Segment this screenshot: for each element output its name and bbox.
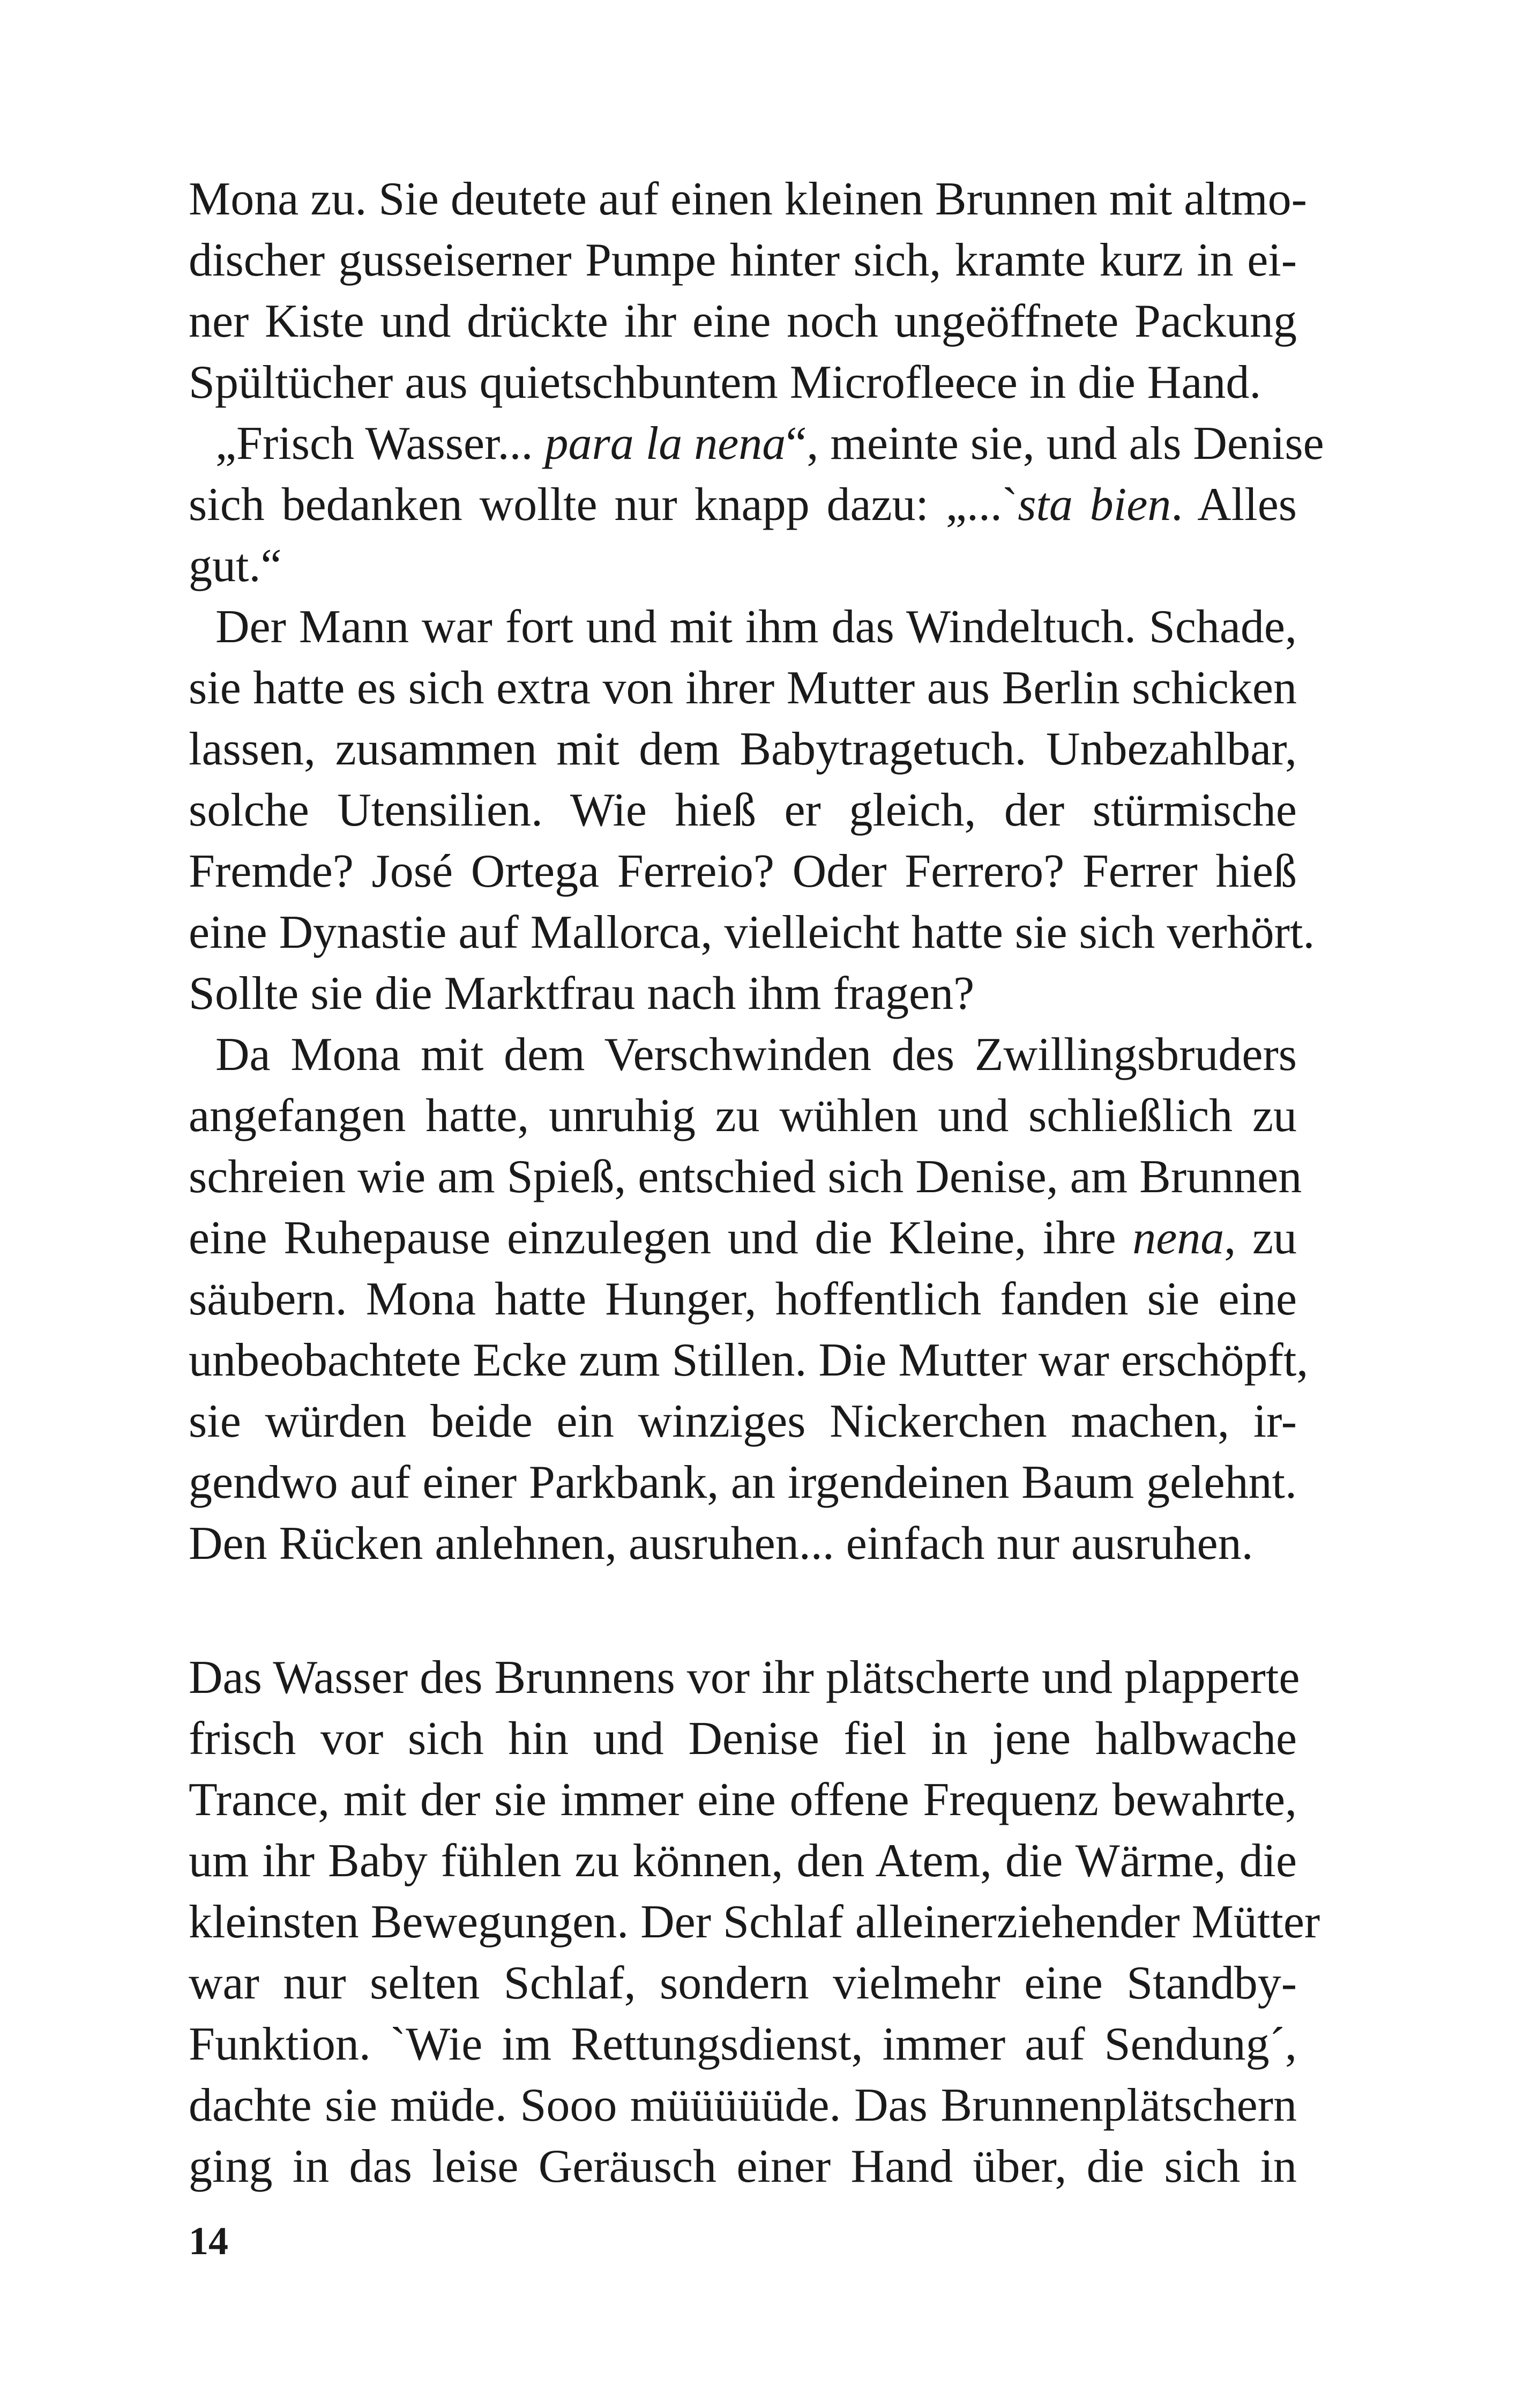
text-line [189, 474, 1297, 536]
text-line: ner Kiste und drückte ihr eine noch ungeöffnete Packung [189, 295, 1297, 347]
text-line: säubern. Mona hatte Hunger, hoffentlich fanden sie eine [189, 1273, 1297, 1325]
text-line: um ihr Baby fühlen zu können, den Atem, die Wärme, die [189, 1835, 1297, 1887]
text-run: sich bedanken wollte nur knapp dazu: „...` [189, 479, 1018, 531]
text-run: . Alles [1171, 479, 1297, 531]
text-run: , zu [1224, 1212, 1297, 1264]
text-line: gendwo auf einer Parkbank, an irgendeinen Baum gelehnt. [189, 1456, 1297, 1508]
text-line: sie würden beide ein winziges Nickerchen machen, ir- [189, 1395, 1297, 1447]
text-block-top [189, 169, 1324, 1574]
text-line: lassen, zusammen mit dem Babytragetuch. Unbezahlbar, [189, 723, 1297, 775]
text-run: “, meinte sie, und als Denise [786, 418, 1324, 470]
text-line: Fremde? José Ortega Ferreio? Oder Ferrero? Ferrer hieß [189, 845, 1297, 897]
text-line: unbeobachtete Ecke zum Stillen. Die Mutter war erschöpft, [189, 1334, 1309, 1386]
text-line: sie hatte es sich extra von ihrer Mutter aus Berlin schicken [189, 662, 1297, 714]
text-line: Mona zu. Sie deutete auf einen kleinen Brunnen mit altmo- [189, 173, 1307, 225]
italic-run: para la nena [544, 418, 786, 470]
text-line: Das Wasser des Brunnens vor ihr plätscherte und plapperte [189, 1652, 1300, 1704]
text-line: schreien wie am Spieß, entschied sich Denise, am Brunnen [189, 1151, 1302, 1203]
text-line [189, 1208, 1297, 1269]
text-line: Spültücher aus quietschbuntem Microfleece in die Hand. [189, 356, 1261, 408]
text-line: discher gusseiserner Pumpe hinter sich, kramte kurz in ei- [189, 234, 1297, 286]
text-run: eine Ruhepause einzulegen und die Kleine, ihre [189, 1212, 1133, 1264]
text-line: kleinsten Bewegungen. Der Schlaf alleinerziehender Mütter [189, 1896, 1320, 1948]
text-line: solche Utensilien. Wie hieß er gleich, der stürmische [189, 784, 1297, 836]
text-line: Da Mona mit dem Verschwinden des Zwillingsbruders [215, 1029, 1297, 1081]
text-line: ging in das leise Geräusch einer Hand über, die sich in [189, 2141, 1297, 2193]
text-line: war nur selten Schlaf, sondern vielmehr eine Standby- [189, 1957, 1297, 2009]
italic-run: sta bien [1018, 479, 1171, 531]
text-block-bottom [189, 1647, 1320, 2197]
text-line: Der Mann war fort und mit ihm das Windeltuch. Schade, [215, 601, 1297, 653]
text-line: eine Dynastie auf Mallorca, vielleicht hatte sie sich verhört. [189, 906, 1315, 958]
text-line: Trance, mit der sie immer eine offene Frequenz bewahrte, [189, 1774, 1297, 1826]
text-run: „Frisch Wasser... [215, 418, 545, 470]
text-line: Den Rücken anlehnen, ausruhen... einfach nur ausruhen. [189, 1518, 1253, 1570]
page-number: 14 [189, 2219, 228, 2263]
text-line [189, 413, 1324, 474]
text-line: Sollte sie die Marktfrau nach ihm fragen? [189, 968, 975, 1020]
text-line: Funktion. `Wie im Rettungsdienst, immer auf Sendung´, [189, 2018, 1297, 2070]
text-line: dachte sie müde. Sooo müüüüüde. Das Brunnenplätschern [189, 2079, 1297, 2131]
italic-run: nena [1132, 1212, 1225, 1264]
text-line: gut.“ [189, 540, 282, 592]
text-line: frisch vor sich hin und Denise fiel in jene halbwache [189, 1713, 1297, 1765]
text-line: angefangen hatte, unruhig zu wühlen und schließlich zu [189, 1090, 1297, 1142]
